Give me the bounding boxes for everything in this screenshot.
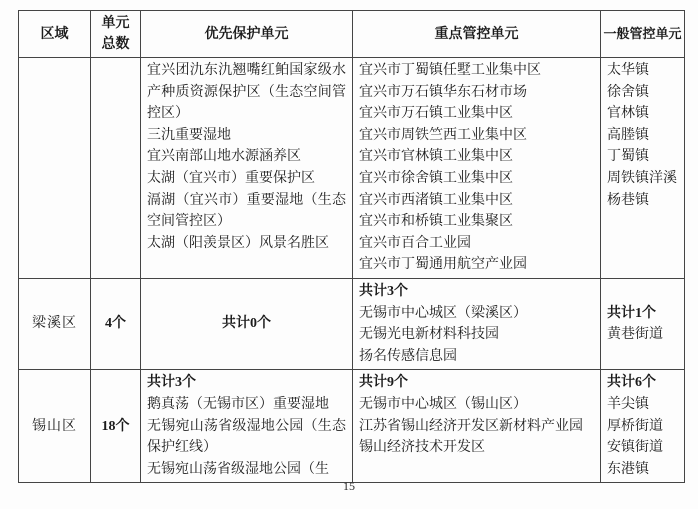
unit-list <box>147 60 346 254</box>
key-units-cell <box>353 58 601 279</box>
unit-item: 周铁镇洋溪 <box>607 170 677 186</box>
unit-item: 宜兴市万石镇工业集中区 <box>359 106 513 122</box>
unit-item: 宜兴南部山地水源涵养区 <box>147 149 301 165</box>
unit-item: 宜兴市丁蜀镇任墅工业集中区 <box>359 63 541 78</box>
unit-item: 宜兴市西渚镇工业集中区 <box>359 192 513 208</box>
unit-list <box>359 303 594 368</box>
eco-control-units-table <box>18 10 685 483</box>
unit-item: 宜兴市周铁竺西工业集中区 <box>359 127 527 143</box>
col-header-key-units: 重点管控单元 <box>353 11 601 58</box>
col-header-general-units: 一般管控单元 <box>601 11 685 58</box>
unit-item: 羊尖镇 <box>607 396 649 412</box>
unit-item: 三氿重要湿地 <box>147 127 231 143</box>
unit-item: 安镇街道 <box>607 440 663 456</box>
unit-item: 无锡市中心城区（锡山区） <box>359 396 527 412</box>
unit-item: 官林镇 <box>607 106 649 122</box>
unit-item: 锡山经济技术开发区 <box>359 440 485 456</box>
unit-item: 厚桥街道 <box>607 418 663 434</box>
col-header-region: 区域 <box>19 11 91 58</box>
total-cell <box>91 58 141 279</box>
unit-list <box>359 394 594 459</box>
unit-item: 高塍镇 <box>607 127 649 143</box>
region-cell <box>19 58 91 279</box>
unit-count-summary: 共计3个 <box>147 375 196 391</box>
unit-count-summary: 共计6个 <box>607 375 656 391</box>
total-cell: 4个 <box>91 278 141 369</box>
unit-item: 太湖（阳羡景区）风景名胜区 <box>147 235 329 251</box>
unit-item: 无锡光电新材料科技园 <box>359 327 499 343</box>
unit-item: 宜兴市和桥镇工业集聚区 <box>359 214 513 230</box>
priority-units-cell <box>141 58 353 279</box>
key-units-cell <box>353 278 601 369</box>
unit-item: 徐舍镇 <box>607 84 649 100</box>
total-cell: 18个 <box>91 370 141 483</box>
col-header-priority-units: 优先保护单元 <box>141 11 353 58</box>
unit-item: 宜兴市徐舍镇工业集中区 <box>359 170 513 186</box>
unit-item: 无锡宛山荡省级湿地公园（生态保护红线） <box>147 418 346 456</box>
general-units-cell <box>601 370 685 483</box>
unit-count-summary: 共计0个 <box>222 316 271 332</box>
unit-list <box>607 324 678 346</box>
unit-item: 无锡市中心城区（梁溪区） <box>359 305 527 321</box>
table-row <box>19 58 685 279</box>
page-number: 15 <box>343 479 355 493</box>
priority-units-cell <box>141 370 353 483</box>
unit-item: 太华镇 <box>607 63 649 78</box>
unit-item: 东港镇 <box>607 461 649 477</box>
unit-item: 黄巷街道 <box>607 327 663 343</box>
unit-item: 宜兴团氿东氿翘嘴红鲌国家级水产种质资源保护区（生态空间管控区） <box>147 63 346 122</box>
unit-count-summary: 共计1个 <box>607 305 656 321</box>
unit-item: 杨巷镇 <box>607 192 649 208</box>
unit-list <box>147 394 346 480</box>
unit-item: 无锡宛山荡省级湿地公园（生 <box>147 461 329 477</box>
region-cell: 锡山区 <box>19 370 91 483</box>
unit-item: 丁蜀镇 <box>607 149 649 165</box>
unit-item: 滆湖（宜兴市）重要湿地（生态空间管控区） <box>147 192 346 230</box>
unit-item: 太湖（宜兴市）重要保护区 <box>147 170 315 186</box>
general-units-cell <box>601 278 685 369</box>
unit-list <box>607 60 678 211</box>
unit-item: 扬名传感信息园 <box>359 348 457 364</box>
general-units-cell <box>601 58 685 279</box>
unit-item: 江苏省锡山经济开发区新材料产业园 <box>359 418 583 434</box>
table-header-row <box>19 11 685 58</box>
unit-list <box>607 394 678 480</box>
unit-item: 鹅真荡（无锡市区）重要湿地 <box>147 396 329 412</box>
unit-count-summary: 共计9个 <box>359 375 408 391</box>
table-row <box>19 278 685 369</box>
unit-count-summary: 共计3个 <box>359 283 408 299</box>
unit-item: 宜兴市丁蜀通用航空产业园 <box>359 257 527 273</box>
region-cell: 梁溪区 <box>19 278 91 369</box>
table-row <box>19 370 685 483</box>
unit-list <box>359 60 594 276</box>
key-units-cell <box>353 370 601 483</box>
unit-item: 宜兴市万石镇华东石材市场 <box>359 84 527 100</box>
priority-units-cell <box>141 278 353 369</box>
unit-item: 宜兴市官林镇工业集中区 <box>359 149 513 165</box>
unit-item: 宜兴市百合工业园 <box>359 235 471 251</box>
col-header-total: 单元总数 <box>91 11 141 58</box>
